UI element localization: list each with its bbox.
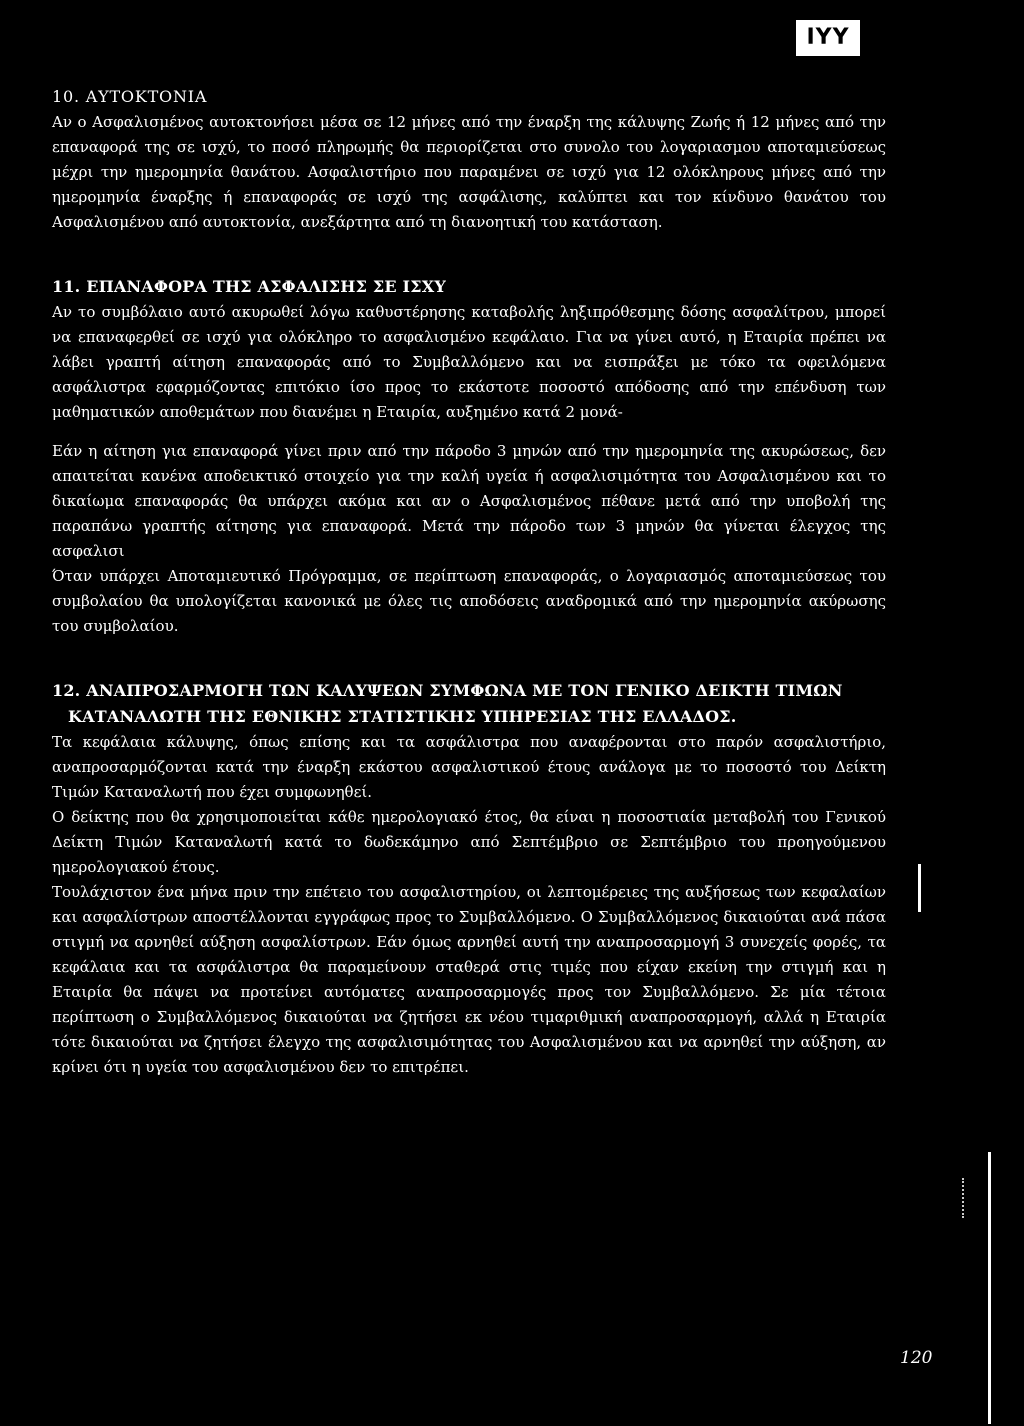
section-10-paragraph: Αν ο Ασφαλισμένος αυτοκτονήσει μέσα σε 12 μήνες από την έναρξη της κάλυψης Ζωής ή 12 μήνες από την επαναφορά της σε ισχύ, το ποσό πληρωμής θα περιορίζεται στο συνολο του λογαριασμου αποταμιεύσεως μέχρι την ημερομηνία θανάτου. Ασφαλιστήριο που παραμένει σε ισχύ για 12 ολόκληρους μήνες από την ημερομηνία έναρξης ή επαναφοράς σε ισχύ της ασφάλισης, καλύπτει και τον κίνδυνο θανάτου του Ασφαλισμένου από αυτοκτονία, ανεξάρτητα από τη διανοητική του κατάσταση. xyxy=(52,113,886,231)
section-10-heading: 10. ΑΥΤΟΚΤΟΝΙΑ xyxy=(52,87,208,106)
section-12-heading-line-2: ΚΑΤΑΝΑΛΩΤΗ ΤΗΣ ΕΘΝΙΚΗΣ ΣΤΑΤΙΣΤΙΚΗΣ ΥΠΗΡΕΣΙΑΣ ΤΗΣ ΕΛΛΑΔΟΣ. xyxy=(68,707,737,726)
margin-line-short xyxy=(918,864,921,912)
section-11-paragraph-2: Εάν η αίτηση για επαναφορά γίνει πριν από την πάροδο 3 μηνών από την ημερομηνία της ακυρώσεως, δεν απαιτείται κανένα αποδεικτικό στοιχείο για την καλή υγεία ή ασφαλισιμότητα του Ασφαλισμένου και το δικαίωμα επαναφοράς θα υπάρχει ακόμα και αν ο Ασφαλισμένος πέθανε μετά από την υποβολή της παραπάνω γραπτής αίτησης για επαναφορά. Μετά την πάροδο των 3 μηνών θα γίνεται έλεγχος της ασφαλισι xyxy=(52,442,886,560)
section-12-paragraph-1: Τα κεφάλαια κάλυψης, όπως επίσης και τα ασφάλιστρα που αναφέρονται στο παρόν ασφαλιστήριο, αναπροσαρμόζονται κατά την έναρξη εκάστου ασφαλιστικού έτους ανάλογα με το ποσοστό του Δείκτη Τιμών Καταναλωτή που έχει συμφωνηθεί. xyxy=(52,733,886,801)
section-10-suicide xyxy=(52,84,886,235)
section-11-paragraph-1: Αν το συμβόλαιο αυτό ακυρωθεί λόγω καθυστέρησης καταβολής ληξιπρόθεσμης δόσης ασφαλίτρου, μπορεί να επαναφερθεί σε ισχύ για ολόκληρο το ασφαλισμένο κεφάλαιο. Για να γίνει αυτό, η Εταιρία πρέπει να λάβει γραπτή αίτηση επαναφοράς από το Συμβαλλόμενο και να εισπράξει με τόκο τα οφειλόμενα ασφάλιστρα εφαρμόζοντας επιτόκιο ίσο προς το εκάστοτε ποσοστό απόδοσης από την επένδυση των μαθηματικών αποθεμάτων που διανέμει η Εταιρία, αυξημένο κατά 2 μονά- xyxy=(52,303,886,421)
section-12-paragraph-2: Ο δείκτης που θα χρησιμοποιείται κάθε ημερολογιακό έτος, θα είναι η ποσοστιαία μεταβολή του Γενικού Δείκτη Τιμών Καταναλωτή κατά το δωδεκάμηνο από Σεπτέμβριο σε Σεπτέμβριο του προηγούμενου ημερολογιακού έτους. xyxy=(52,808,886,876)
page-number: 120 xyxy=(900,1348,933,1368)
section-12-indexation xyxy=(52,678,886,1080)
section-11-heading: 11. ΕΠΑΝΑΦΟΡΑ ΤΗΣ ΑΣΦΑΛΙΣΗΣ ΣΕ ΙΣΧΥ xyxy=(52,277,446,296)
section-11-reinstatement xyxy=(52,274,886,639)
section-12-paragraph-3: Τουλάχιστον ένα μήνα πριν την επέτειο του ασφαλιστηρίου, οι λεπτομέρειες της αυξήσεως των κεφαλαίων και ασφαλίστρων αποστέλλονται εγγράφως προς το Συμβαλλόμενο. Ο Συμβαλλόμενος δικαιούται ανά πάσα στιγμή να αρνηθεί αύξηση ασφαλίστρων. Εάν όμως αρνηθεί αυτή την αναπροσαρμογή 3 συνεχείς φορές, τα κεφάλαια και τα ασφάλιστρα θα παραμείνουν σταθερά στις τιμές που είχαν εκείνη την στιγμή και η Εταιρία θα πάψει να προτείνει αυτόματες αναπροσαρμογές προς τον Συμβαλλόμενο. Σε μία τέτοια περίπτωση ο Συμβαλλόμενος δικαιούται να ζητήσει εκ νέου τιμαριθμική αναπροσαρμογή, αλλά η Εταιρία τότε δικαιούται να ζητήσει έλεγχο της ασφαλισιμότητας του Ασφαλισμένου και να αρνηθεί την αύξηση, αν κρίνει ότι η υγεία του ασφαλισμένου δεν το επιτρέπει. xyxy=(52,883,886,1076)
section-11-paragraph-3: Όταν υπάρχει Αποταμιευτικό Πρόγραμμα, σε περίπτωση επαναφοράς, ο λογαριασμός αποταμιεύσεως του συμβολαίου θα υπολογίζεται κανονικά με όλες τις αποδόσεις αναδρομικά από την ημερομηνία ακύρωσης του συμβολαίου. xyxy=(52,567,886,635)
margin-line-long xyxy=(988,1152,991,1424)
section-12-heading-line-1: 12. ΑΝΑΠΡΟΣΑΡΜΟΓΗ ΤΩΝ ΚΑΛΥΨΕΩΝ ΣΥΜΦΩΝΑ ΜΕ ΤΟΝ ΓΕΝΙΚΟ ΔΕΙΚΤΗ ΤΙΜΩΝ xyxy=(52,681,843,700)
margin-dots xyxy=(962,1178,966,1218)
company-logo: ΙΥΥ xyxy=(796,20,860,56)
